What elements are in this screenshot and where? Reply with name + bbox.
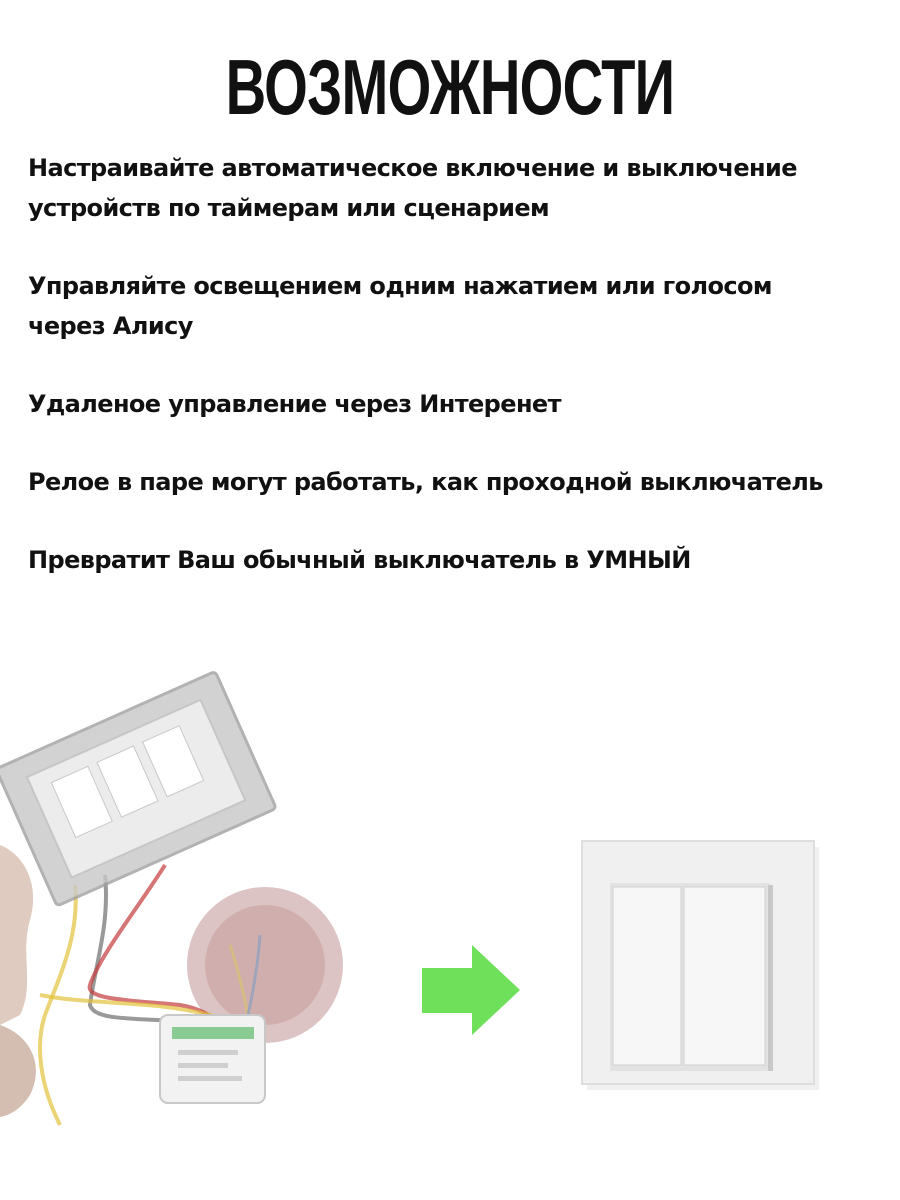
feature-item-pair: Релое в паре могут работать, как проходной выключатель (28, 468, 823, 496)
installation-photo (0, 671, 343, 1125)
page-title: ВОЗМОЖНОСТИ (225, 43, 675, 131)
wall-switch-image (582, 841, 819, 1090)
arrow-right-icon (422, 945, 520, 1035)
feature-item-remote: Удаленое управление через Интеренет (28, 390, 561, 418)
feature-item-smart: Превратит Ваш обычный выключатель в УМНЫЙ (28, 546, 691, 574)
feature-item-timers: Настраивайте автоматическое включение и выключение устройств по таймерам или сценарием (28, 154, 797, 222)
features-list (28, 148, 868, 618)
illustration (0, 655, 900, 1200)
feature-item-voice: Управляйте освещением одним нажатием или голосом через Алису (28, 272, 772, 340)
